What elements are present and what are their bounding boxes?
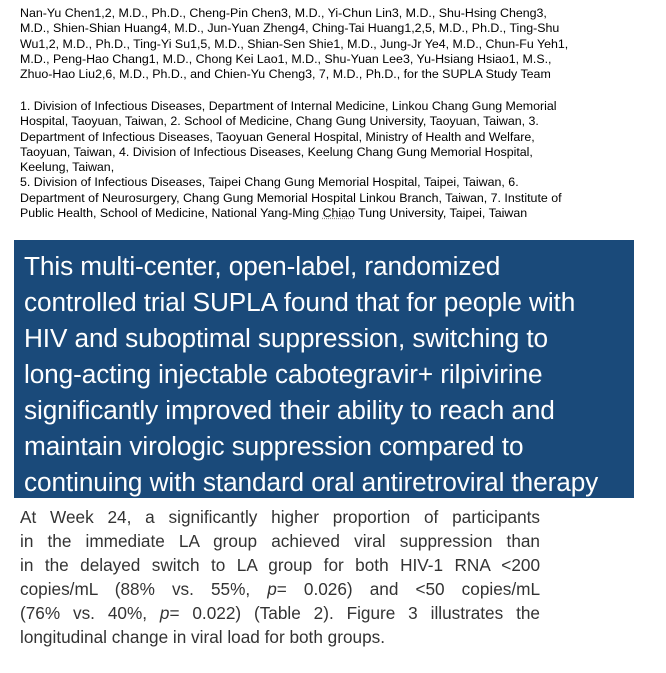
results-line: longitudinal change in viral load for both groups.	[20, 627, 385, 647]
results-text: copies/mL (88% vs. 55%,	[20, 579, 268, 599]
key-finding-line: This multi-center, open-label, randomized	[24, 251, 501, 281]
p-value-symbol: p	[267, 579, 277, 599]
results-text: (76% vs. 40%,	[20, 603, 160, 623]
key-finding-line: maintain virologic suppression compared to	[24, 431, 524, 461]
affiliation-list	[20, 99, 660, 221]
author-line: Wu1,2, M.D., Ph.D., Ting-Yi Su1,5, M.D., Shian-Sen Shie1, M.D., Jung-Jr Ye4, M.D., Chun-Fu Yeh1,	[20, 36, 569, 51]
author-line: M.D., Shien-Shian Huang4, M.D., Jun-Yuan Zheng4, Ching-Tai Huang1,2,5, M.D., Ph.D., Ting-Shu	[20, 21, 560, 36]
author-line: Nan-Yu Chen1,2, M.D., Ph.D., Cheng-Pin Chen3, M.D., Yi-Chun Lin3, M.D., Shu-Hsing Cheng3,	[20, 6, 547, 20]
affiliation-line: Department of Infectious Diseases, Taoyuan General Hospital, Ministry of Health and Welfare,	[20, 129, 535, 144]
key-finding-line: HIV and suboptimal suppression, switching to	[24, 323, 548, 353]
spellcheck-underlined-word: Chiao	[322, 206, 355, 221]
key-finding-line: continuing with standard oral antiretroviral therapy	[24, 467, 599, 497]
results-text: = 0.022) (Table 2). Figure 3 illustrates the	[169, 603, 540, 623]
author-list	[20, 6, 660, 82]
affiliation-line: 5. Division of Infectious Diseases, Taipei Chang Gung Memorial Hospital, Taipei, Taiwan, 6.	[20, 175, 519, 190]
results-text: = 0.026) and <50 copies/mL	[276, 579, 540, 599]
affiliation-line: 1. Division of Infectious Diseases, Department of Internal Medicine, Linkou Chang Gung Memorial	[20, 99, 557, 113]
results-line: At Week 24, a significantly higher proportion of participants	[20, 507, 540, 527]
author-line: Zhuo-Hao Liu2,6, M.D., Ph.D., and Chien-Yu Cheng3, 7, M.D., Ph.D., for the SUPLA Study Team	[20, 67, 551, 82]
affiliation-line: Department of Neurosurgery, Chang Gung Memorial Hospital Linkou Branch, Taiwan, 7. Institute of	[20, 190, 562, 205]
results-paragraph	[20, 505, 540, 649]
affiliation-text: Tung University, Taipei, Taiwan	[354, 206, 528, 221]
key-finding-banner	[14, 240, 634, 498]
key-finding-line: long-acting injectable cabotegravir+ rilpivirine	[24, 359, 543, 389]
affiliation-line	[20, 206, 660, 221]
author-line: M.D., Peng-Hao Chang1, M.D., Chong Kei Lao1, M.D., Shu-Yuan Lee3, Yu-Hsiang Hsiao1, M.S.,	[20, 51, 552, 66]
affiliation-line: Hospital, Taoyuan, Taiwan, 2. School of Medicine, Chang Gung University, Taoyuan, Taiwan, 3.	[20, 114, 539, 129]
results-line	[20, 601, 540, 625]
key-finding-line: significantly improved their ability to reach and	[24, 395, 555, 425]
key-finding-line: controlled trial SUPLA found that for people with	[24, 287, 576, 317]
affiliation-text: Public Health, School of Medicine, National Yang-Ming	[20, 206, 323, 221]
affiliation-line: Keelung, Taiwan,	[20, 160, 115, 175]
p-value-symbol: p	[159, 603, 170, 623]
results-line	[20, 577, 540, 601]
affiliation-line: Taoyuan, Taiwan, 4. Division of Infectious Diseases, Keelung Chang Gung Memorial Hospital,	[20, 144, 533, 159]
results-line: in the delayed switch to LA group for both HIV-1 RNA <200	[20, 555, 540, 575]
results-line: in the immediate LA group achieved viral suppression than	[20, 531, 540, 551]
